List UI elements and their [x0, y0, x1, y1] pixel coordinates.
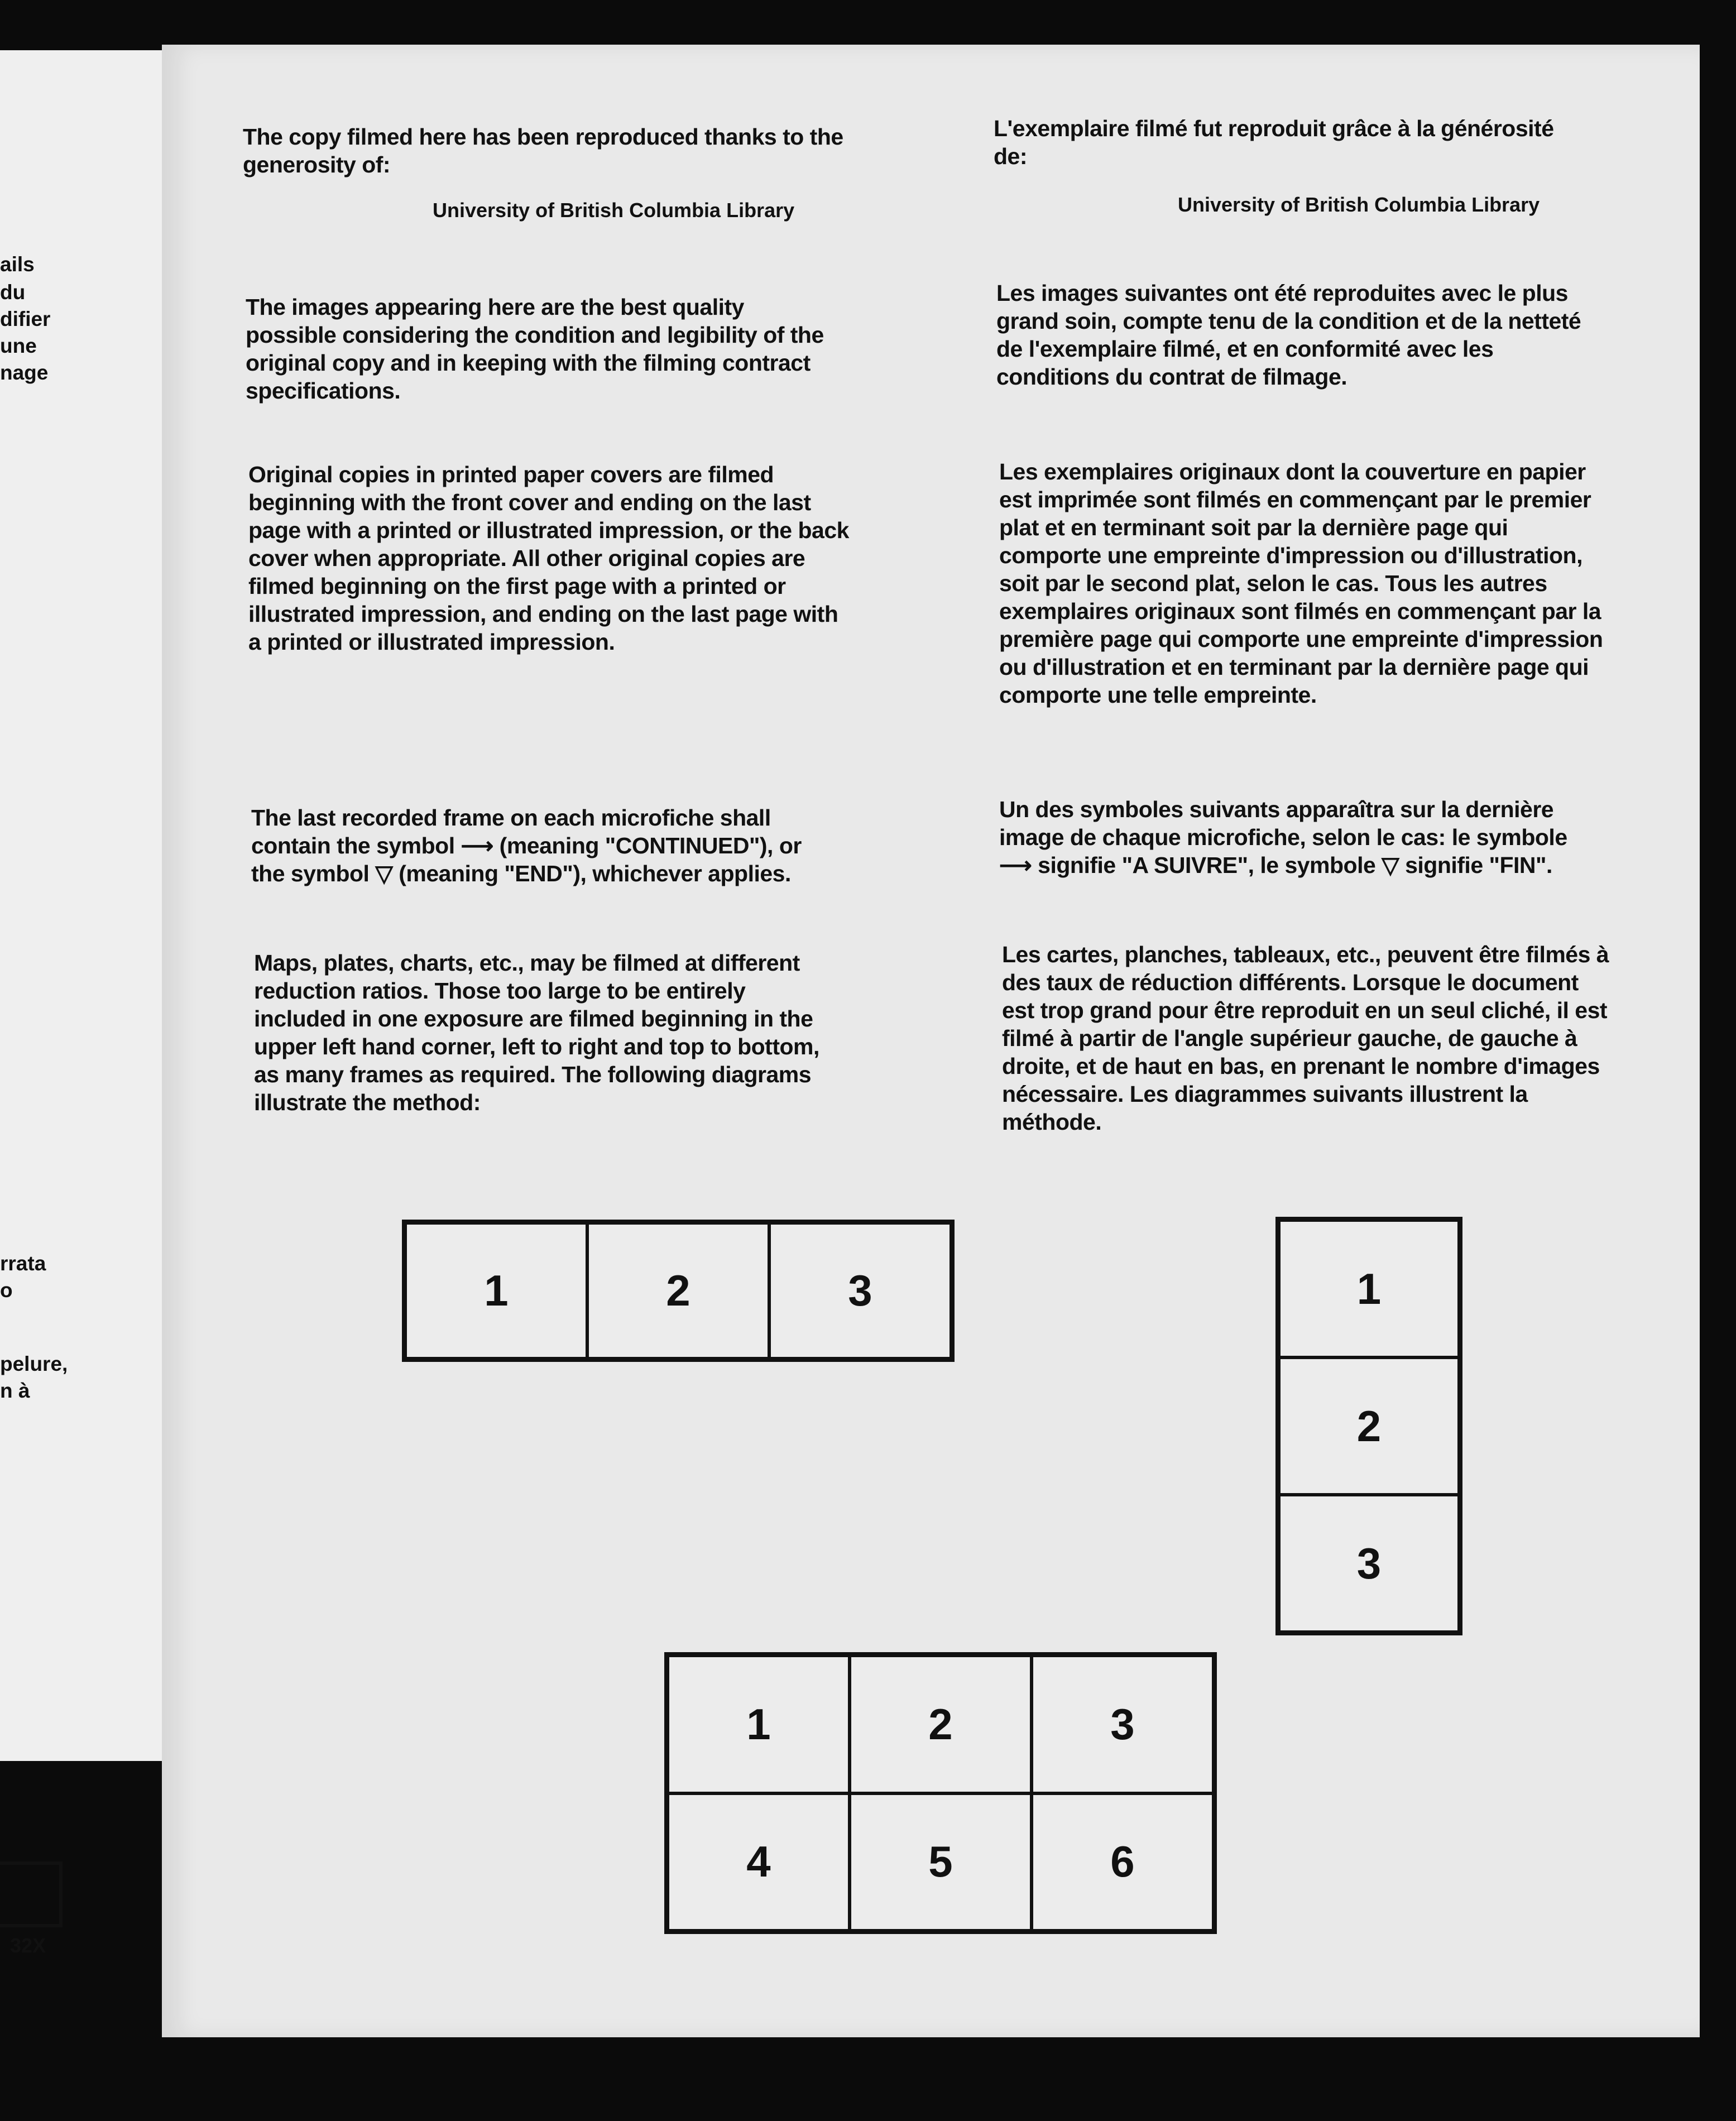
french-symbol-text: Un des symboles suivants apparaîtra sur la dernière image de chaque microfiche, selon le cas: le symbole ⟶ signifie "A SUIVRE", le symbole ▽ signifie "FIN".	[999, 796, 1567, 878]
frame-cell: 4	[668, 1793, 850, 1931]
reduction-ratio: 32X	[10, 1934, 46, 1957]
fragment-text: ails	[0, 253, 35, 276]
fragment-text: nage	[0, 361, 49, 384]
left-page-fragment	[0, 50, 181, 1957]
fragment-text: du	[0, 281, 26, 304]
french-generosity-text: L'exemplaire filmé fut reproduit grâce à la générosité de:	[994, 116, 1554, 169]
resolution-target-box	[0, 1861, 63, 1927]
frame-cell: 1	[405, 1223, 587, 1359]
french-original-copies-text: Les exemplaires originaux dont la couverture en papier est imprimée sont filmés en commençant par le premier plat et en terminant soit par la dernière page qui comporte une empreinte d'impression ou d'illustration, soit par le second plat, selon le cas. Tous les autres exemplaires originaux sont filmés en commençant par la première page qui comporte une empreinte d'impression ou d'illustration et en terminant par la dernière page qui comporte une telle empreinte.	[999, 459, 1603, 708]
fragment-text: une	[0, 334, 37, 357]
frame-cell: 2	[587, 1223, 769, 1359]
english-generosity-text: The copy filmed here has been reproduced thanks to the generosity of:	[243, 124, 843, 177]
english-quality-text: The images appearing here are the best quality possible considering the condition and legibility of the original copy and in keeping with the filming contract specifications.	[246, 294, 824, 404]
frame-cell: 6	[1032, 1793, 1214, 1931]
english-original-copies-text: Original copies in printed paper covers are filmed beginning with the front cover and ending on the last page with a printed or illustrated impression, or the back cover when appropriate. All other original copies are filmed beginning on the first page with a printed or illustrated impression, and ending on the last page with a printed or illustrated impression.	[248, 462, 849, 655]
frame-cell: 5	[850, 1793, 1032, 1931]
english-library-name: University of British Columbia Library	[433, 199, 795, 222]
main-page	[162, 45, 1700, 2037]
english-maps-text: Maps, plates, charts, etc., may be filmed at different reduction ratios. Those too large to be entirely included in one exposure are filmed beginning in the upper left hand corner, left to right and top to bottom, as many frames as required. The following diagrams illustrate the method:	[254, 950, 819, 1115]
fragment-text: pelure,	[0, 1352, 68, 1375]
fragment-text: difier	[0, 308, 51, 330]
frame-cell: 2	[850, 1655, 1032, 1793]
french-maps-text: Les cartes, planches, tableaux, etc., peuvent être filmés à des taux de réduction différents. Lorsque le document est trop grand pour être reproduit en un seul cliché, il est filmé à partir de l'angle supérieur gauche, de gauche à droite, et de haut en bas, en prenant le nombre d'images nécessaire. Les diagrammes suivants illustrent la méthode.	[1002, 942, 1609, 1135]
french-library-name: University of British Columbia Library	[1178, 193, 1540, 216]
fragment-text: n à	[0, 1379, 30, 1402]
frame-cell: 3	[1279, 1495, 1459, 1632]
diagram-grid	[664, 1652, 1217, 1934]
frame-cell: 2	[1279, 1357, 1459, 1495]
diagram-horizontal	[402, 1220, 955, 1362]
frame-cell: 1	[668, 1655, 850, 1793]
frame-cell: 1	[1279, 1220, 1459, 1357]
english-symbol-text: The last recorded frame on each microfiche shall contain the symbol ⟶ (meaning "CONTINUED"), or the symbol ▽ (meaning "END"), whichever applies.	[251, 805, 802, 886]
fragment-text: rrata	[0, 1252, 46, 1275]
diagram-vertical	[1275, 1217, 1462, 1635]
fragment-text: o	[0, 1279, 13, 1302]
french-quality-text: Les images suivantes ont été reproduites avec le plus grand soin, compte tenu de la condition et de la netteté de l'exemplaire filmé, et en conformité avec les conditions du contrat de filmage.	[996, 280, 1581, 390]
frame-cell: 3	[769, 1223, 951, 1359]
frame-cell: 3	[1032, 1655, 1214, 1793]
